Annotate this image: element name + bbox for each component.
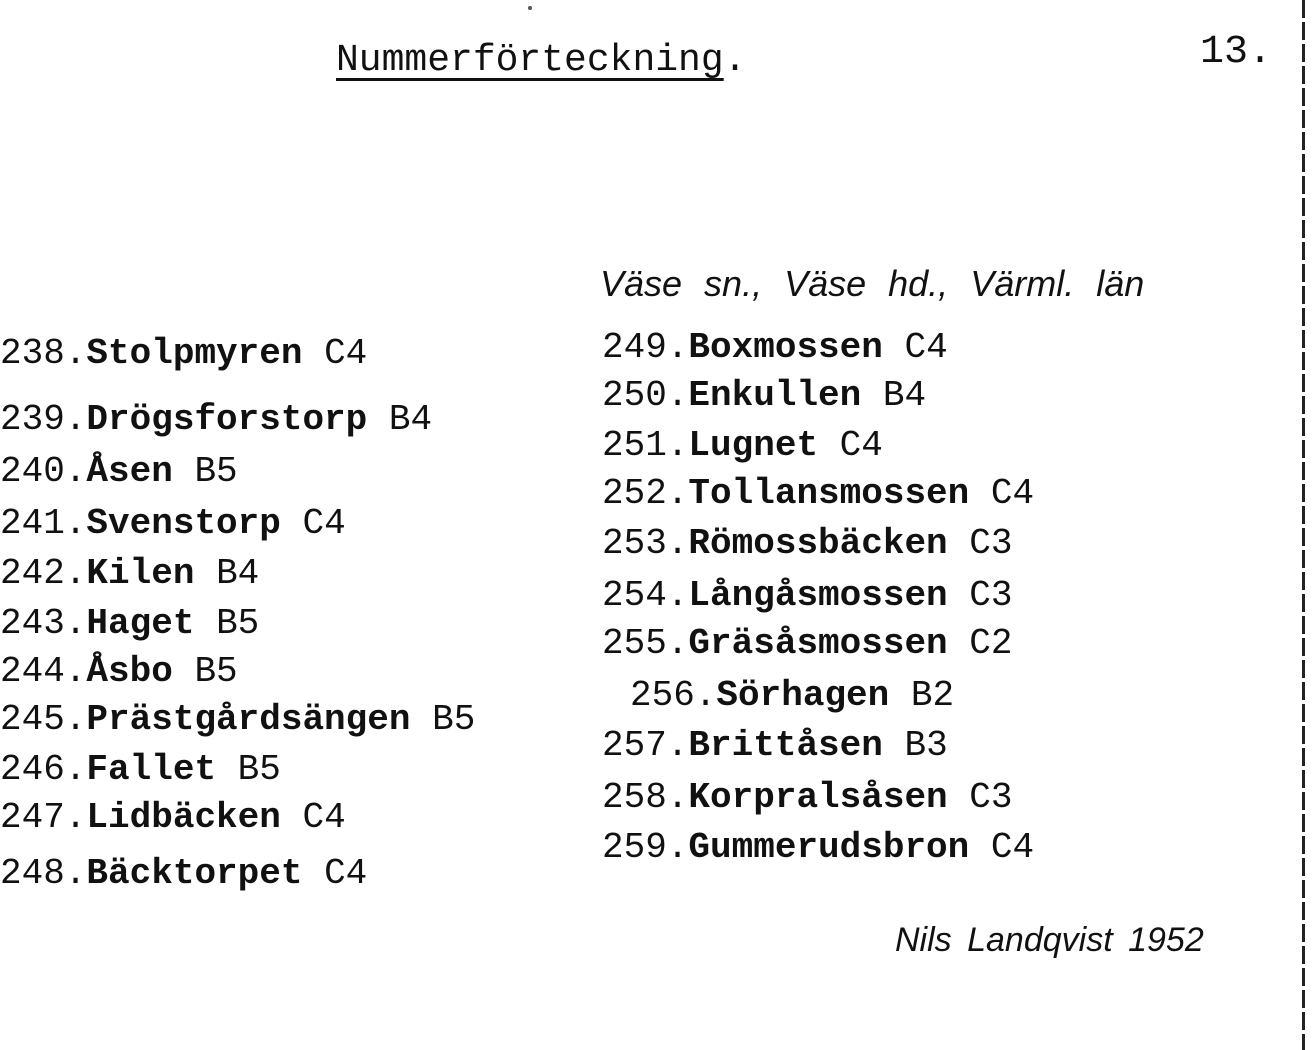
entry-place-name: Gummerudsbron	[688, 827, 970, 868]
entry-number: 248.	[0, 853, 87, 894]
place-entry	[0, 650, 238, 694]
entry-map-code: C4	[839, 425, 883, 466]
entry-place-name: Lidbäcken	[86, 797, 281, 838]
entry-map-code: B5	[237, 749, 281, 790]
entry-map-code: C4	[324, 333, 368, 374]
entry-place-name: Svenstorp	[86, 503, 281, 544]
entry-place-name: Boxmossen	[688, 327, 883, 368]
page-edge-border	[1302, 0, 1305, 1050]
entry-number: 238.	[0, 333, 87, 374]
entry-number: 243.	[0, 603, 87, 644]
entry-map-code: C3	[969, 523, 1013, 564]
place-entry	[602, 522, 1013, 566]
entry-map-code: C4	[302, 503, 346, 544]
entry-place-name: Drögsforstorp	[86, 399, 368, 440]
page-title	[336, 36, 746, 86]
page-title-period: .	[723, 39, 747, 82]
entry-map-code: C4	[990, 827, 1035, 868]
place-entry	[630, 674, 954, 718]
entry-map-code: C4	[990, 473, 1035, 514]
entry-place-name: Tollansmossen	[688, 473, 970, 514]
place-entry	[0, 748, 281, 792]
entry-place-name: Enkullen	[688, 375, 862, 416]
entry-map-code: C4	[904, 327, 948, 368]
entry-place-name: Sörhagen	[716, 675, 890, 716]
entry-map-code: B4	[388, 399, 433, 440]
place-entry	[602, 424, 883, 468]
entry-number: 257.	[602, 725, 689, 766]
place-entry	[602, 374, 926, 418]
entry-map-code: B3	[904, 725, 948, 766]
place-entry	[0, 450, 238, 494]
entry-number: 246.	[0, 749, 87, 790]
entry-place-name: Haget	[86, 603, 195, 644]
entry-place-name: Åsbo	[86, 651, 173, 692]
place-entry	[0, 698, 475, 742]
author-signature: Nils Landqvist 1952	[895, 921, 1204, 959]
entry-place-name: Brittåsen	[688, 725, 883, 766]
entry-place-name: Stolpmyren	[86, 333, 303, 374]
entry-map-code: B5	[194, 451, 238, 492]
place-entry	[0, 502, 346, 546]
place-entry	[0, 398, 432, 442]
place-entry	[602, 724, 948, 768]
entry-place-name: Korpralsåsen	[688, 777, 948, 818]
entry-number: 244.	[0, 651, 87, 692]
entry-number: 254.	[602, 575, 689, 616]
entry-place-name: Åsen	[86, 451, 173, 492]
place-entry	[602, 574, 1013, 618]
place-entry	[0, 852, 367, 896]
entry-map-code: B4	[882, 375, 927, 416]
entry-number: 245.	[0, 699, 87, 740]
place-entry	[0, 796, 346, 840]
place-entry	[0, 602, 259, 646]
entry-map-code: C4	[324, 853, 368, 894]
entry-number: 249.	[602, 327, 689, 368]
entry-map-code: C4	[302, 797, 346, 838]
place-entry	[602, 472, 1034, 516]
scan-speck	[528, 6, 532, 10]
entry-number: 251.	[602, 425, 689, 466]
place-entry	[602, 622, 1013, 666]
entry-number: 253.	[602, 523, 689, 564]
entry-map-code: B5	[216, 603, 260, 644]
entry-number: 239.	[0, 399, 87, 440]
entry-place-name: Fallet	[86, 749, 217, 790]
place-entry	[602, 826, 1034, 870]
entry-map-code: C3	[969, 575, 1013, 616]
entry-number: 247.	[0, 797, 87, 838]
entry-number: 241.	[0, 503, 87, 544]
page-title-text: Nummerförteckning	[336, 39, 724, 82]
entry-map-code: B5	[194, 651, 238, 692]
parish-subtitle: Väse sn., Väse hd., Värml. län	[600, 263, 1145, 304]
place-entry	[602, 776, 1013, 820]
entry-place-name: Lugnet	[688, 425, 819, 466]
entry-map-code: B2	[910, 675, 955, 716]
entry-number: 252.	[602, 473, 689, 514]
entry-number: 250.	[602, 375, 689, 416]
entry-place-name: Prästgårdsängen	[86, 699, 411, 740]
entry-number: 255.	[602, 623, 689, 664]
entry-map-code: C3	[969, 777, 1013, 818]
page-number: 13.	[1200, 30, 1273, 75]
entry-place-name: Römossbäcken	[688, 523, 948, 564]
entry-number: 240.	[0, 451, 87, 492]
place-entry	[0, 552, 259, 596]
place-entry	[0, 332, 367, 376]
entry-place-name: Bäcktorpet	[86, 853, 303, 894]
entry-number: 259.	[602, 827, 689, 868]
entry-number: 256.	[630, 675, 717, 716]
entry-place-name: Långåsmossen	[688, 575, 948, 616]
place-entry	[602, 326, 948, 370]
entry-place-name: Gräsåsmossen	[688, 623, 948, 664]
entry-number: 242.	[0, 553, 87, 594]
entry-map-code: B4	[216, 553, 260, 594]
entry-number: 258.	[602, 777, 689, 818]
entry-map-code: C2	[969, 623, 1013, 664]
entry-map-code: B5	[432, 699, 476, 740]
entry-place-name: Kilen	[86, 553, 195, 594]
